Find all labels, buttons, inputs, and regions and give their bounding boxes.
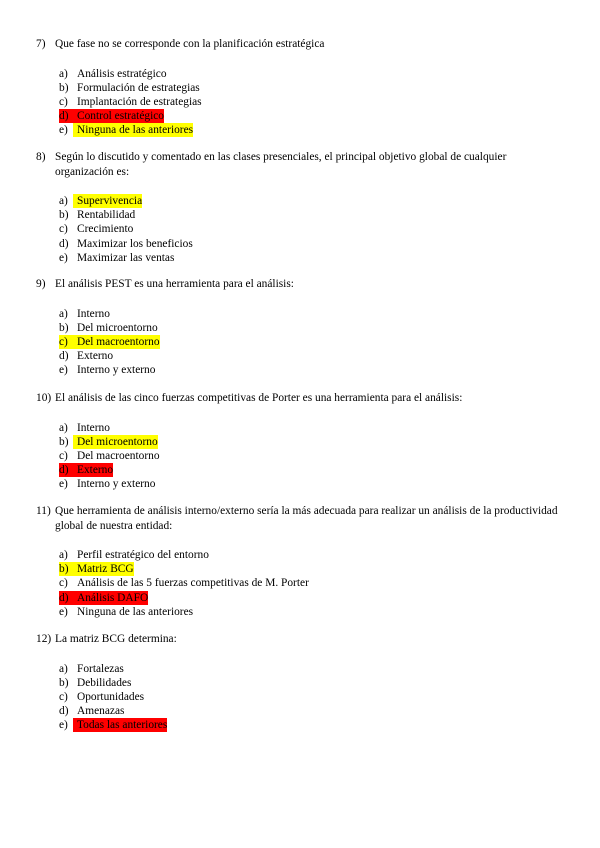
question-10 <box>36 391 566 491</box>
option-a <box>36 194 566 208</box>
option-e <box>36 477 566 491</box>
option-letter: d) <box>59 463 73 477</box>
option-d <box>36 704 566 718</box>
option-text: Análisis de las 5 fuerzas competitivas de M. Porter <box>77 577 309 590</box>
option-letter: c) <box>59 690 68 703</box>
option-e <box>36 718 566 732</box>
option-d <box>36 463 566 477</box>
option-letter: a) <box>59 67 68 80</box>
option-c <box>36 335 566 349</box>
question-number: 10) <box>36 392 52 404</box>
option-text: Debilidades <box>77 676 132 689</box>
option-letter: e) <box>59 719 68 732</box>
option-letter: d) <box>59 237 69 250</box>
option-letter: a) <box>59 662 68 675</box>
option-e <box>36 363 566 377</box>
option-text: Externo <box>77 350 114 363</box>
option-b <box>36 208 566 222</box>
question-text: El análisis de las cinco fuerzas competitivas de Porter es una herramienta para el análisis: <box>55 392 463 404</box>
option-text: Implantación de estrategias <box>77 95 202 108</box>
option-letter: d) <box>59 350 69 363</box>
option-text: Ninguna de las anteriores <box>73 123 193 137</box>
option-letter: e) <box>59 478 68 491</box>
option-d <box>36 591 566 605</box>
option-text: Todas las anteriores <box>73 718 167 732</box>
option-letter: a) <box>59 195 68 207</box>
option-d <box>36 237 566 251</box>
option-c <box>36 576 566 590</box>
option-letter: b) <box>59 209 69 222</box>
option-b <box>36 562 566 576</box>
option-a <box>36 421 566 435</box>
option-c <box>36 449 566 463</box>
option-letter: d) <box>59 109 73 123</box>
option-d <box>36 109 566 123</box>
option-letter: b) <box>59 676 69 689</box>
option-text: Externo <box>73 463 113 477</box>
option-text: Interno y externo <box>77 478 156 491</box>
question-11 <box>36 504 566 619</box>
option-text: Crecimiento <box>77 223 134 236</box>
option-letter: a) <box>59 307 68 320</box>
option-letter: d) <box>59 705 69 718</box>
question-stem <box>36 504 566 533</box>
question-number: 7) <box>36 38 46 50</box>
option-text: Supervivencia <box>73 194 142 208</box>
option-text: Del macroentorno <box>73 335 160 349</box>
question-12 <box>36 632 566 732</box>
option-letter: a) <box>59 421 68 434</box>
question-stem <box>36 150 566 179</box>
question-text: Que herramienta de análisis interno/externo sería la más adecuada para realizar un análisis de la productividad global de nuestra entidad: <box>55 505 558 532</box>
question-text: El análisis PEST es una herramienta para el análisis: <box>55 278 294 290</box>
option-letter: a) <box>59 549 68 561</box>
option-letter: c) <box>59 577 68 590</box>
option-text: Amenazas <box>77 705 125 718</box>
option-c <box>36 95 566 109</box>
option-e <box>36 251 566 265</box>
question-stem <box>36 391 566 406</box>
option-text: Análisis DAFO <box>73 591 148 605</box>
option-letter: c) <box>59 449 68 462</box>
option-text: Maximizar los beneficios <box>77 237 193 250</box>
option-a <box>36 548 566 562</box>
option-letter: d) <box>59 591 73 605</box>
option-letter: e) <box>59 124 68 137</box>
option-letter: b) <box>59 562 73 576</box>
options-list <box>36 307 566 378</box>
option-a <box>36 662 566 676</box>
option-text: Interno y externo <box>77 364 156 377</box>
option-text: Del macroentorno <box>77 449 160 462</box>
option-text: Del microentorno <box>73 435 158 449</box>
option-text: Fortalezas <box>77 662 124 675</box>
question-number: 9) <box>36 278 46 290</box>
options-list <box>36 67 566 138</box>
option-letter: b) <box>59 81 69 94</box>
option-c <box>36 690 566 704</box>
question-8 <box>36 150 566 265</box>
option-text: Maximizar las ventas <box>77 251 175 264</box>
question-stem <box>36 632 566 647</box>
question-7 <box>36 37 566 137</box>
option-letter: e) <box>59 364 68 377</box>
question-number: 11) <box>36 505 51 517</box>
question-9 <box>36 277 566 377</box>
option-letter: e) <box>59 251 68 264</box>
option-text: Del microentorno <box>77 321 158 334</box>
option-letter: c) <box>59 95 68 108</box>
option-text: Interno <box>77 307 110 320</box>
option-d <box>36 349 566 363</box>
option-letter: e) <box>59 605 68 618</box>
option-text: Oportunidades <box>77 690 145 703</box>
option-b <box>36 321 566 335</box>
question-stem <box>36 37 566 52</box>
question-text: Según lo discutido y comentado en las clases presenciales, el principal objetivo global de cualquier organización es: <box>55 151 507 178</box>
option-a <box>36 307 566 321</box>
option-text: Ninguna de las anteriores <box>77 605 194 618</box>
options-list <box>36 421 566 492</box>
option-b <box>36 435 566 449</box>
option-letter: c) <box>59 335 73 349</box>
option-text: Control estratégico <box>73 109 164 123</box>
option-text: Matriz BCG <box>73 562 134 576</box>
option-letter: b) <box>59 435 69 448</box>
option-e <box>36 605 566 619</box>
option-text: Interno <box>77 421 110 434</box>
option-c <box>36 222 566 236</box>
question-number: 8) <box>36 151 46 163</box>
option-e <box>36 123 566 137</box>
question-text: Que fase no se corresponde con la planificación estratégica <box>55 38 325 50</box>
options-list <box>36 662 566 733</box>
option-b <box>36 81 566 95</box>
option-a <box>36 67 566 81</box>
question-text: La matriz BCG determina: <box>55 633 177 645</box>
option-text: Formulación de estrategias <box>77 81 200 94</box>
question-stem <box>36 277 566 292</box>
option-text: Rentabilidad <box>77 209 136 222</box>
options-list <box>36 548 566 619</box>
option-b <box>36 676 566 690</box>
option-letter: b) <box>59 321 69 334</box>
options-list <box>36 194 566 265</box>
option-text: Perfil estratégico del entorno <box>77 549 209 561</box>
question-number: 12) <box>36 633 52 645</box>
option-text: Análisis estratégico <box>77 67 167 80</box>
option-letter: c) <box>59 223 68 236</box>
